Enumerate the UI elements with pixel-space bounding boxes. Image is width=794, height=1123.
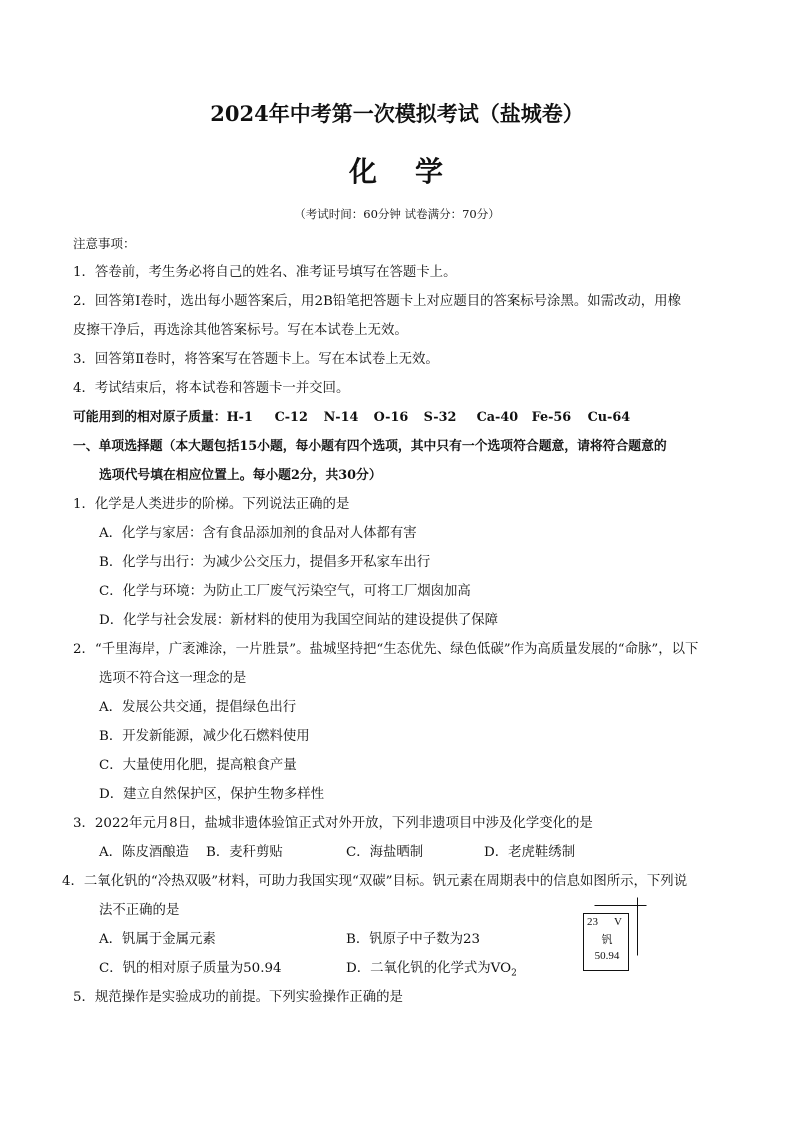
note-item-2-cont: 皮擦干净后，再选涂其他答案标号。写在本试卷上无效。 — [73, 323, 408, 338]
vanadium-element-card — [583, 913, 629, 971]
q4-option-c: C．钒的相对原子质量为50.94 — [99, 961, 282, 976]
mass-s: S-32 — [423, 410, 457, 425]
q4-option-d-text: D．二氧化钒的化学式为VO — [346, 961, 512, 976]
q1-option-b: B．化学与出行：为减少公交压力，提倡多开私家车出行 — [99, 555, 431, 570]
q2-option-b: B．开发新能源，减少化石燃料使用 — [99, 729, 310, 744]
q3-option-c: C．海盐晒制 — [346, 845, 424, 860]
note-item-1: 1．答卷前，考生务必将自己的姓名、准考证号填写在答题卡上。 — [73, 265, 457, 280]
mass-fe: Fe-56 — [531, 410, 572, 425]
subject-char-2: 学 — [415, 155, 446, 188]
section1-heading-cont: 选项代号填在相应位置上。每小题2分，共30分） — [99, 468, 382, 483]
subject-title — [0, 150, 794, 190]
mass-h: H-1 — [226, 410, 253, 425]
mass-c: C-12 — [274, 410, 308, 425]
exam-info: （考试时间：60分钟 试卷满分：70分） — [294, 207, 500, 221]
notes-heading: 注意事项： — [73, 236, 136, 251]
subject-char-1: 化 — [348, 155, 379, 188]
atomic-masses — [73, 408, 630, 428]
q4-stem-cont: 法不正确的是 — [99, 903, 180, 918]
exam-title: 2024年中考第一次模拟考试（盐城卷） — [210, 101, 584, 126]
q4-option-a: A．钒属于金属元素 — [99, 932, 216, 947]
element-name: 钒 — [601, 934, 613, 946]
q2-option-c: C．大量使用化肥，提高粮食产量 — [99, 758, 297, 773]
q2-stem-cont: 选项不符合这一理念的是 — [99, 671, 247, 686]
q1-stem: 1．化学是人类进步的阶梯。下列说法正确的是 — [73, 497, 350, 512]
q2-option-a: A．发展公共交通，提倡绿色出行 — [99, 700, 297, 715]
q1-option-a: A．化学与家居：含有食品添加剂的食品对人体都有害 — [99, 526, 417, 541]
atomic-masses-label: 可能用到的相对原子质量： — [73, 410, 227, 425]
q4-option-d — [346, 959, 517, 984]
q5-stem: 5．规范操作是实验成功的前提。下列实验操作正确的是 — [73, 990, 403, 1005]
mass-o: O-16 — [373, 410, 409, 425]
q3-option-d: D．老虎鞋绣制 — [484, 845, 576, 860]
note-item-2: 2．回答第Ⅰ卷时，选出每小题答案后，用2B铅笔把答题卡上对应题目的答案标号涂黑。如需改动，用橡 — [73, 294, 681, 309]
mass-cu: Cu-64 — [587, 410, 631, 425]
mass-n: N-14 — [323, 410, 359, 425]
q3-stem: 3．2022年元月8日，盐城非遗体验馆正式对外开放，下列非遗项目中涉及化学变化的是 — [73, 816, 593, 831]
q4-option-d-subscript: 2 — [511, 968, 517, 979]
q4-stem: 4．二氧化钒的“冷热双吸”材料，可助力我国实现“双碳”目标。钒元素在周期表中的信息如图所示，下列说 — [62, 874, 688, 889]
mass-ca: Ca-40 — [476, 410, 519, 425]
q3-option-a: A．陈皮酒酿造 — [99, 845, 190, 860]
q3-option-b: B．麦秆剪贴 — [206, 845, 283, 860]
element-mass: 50.94 — [594, 950, 620, 962]
note-item-3: 3．回答第Ⅱ卷时，将答案写在答题卡上。写在本试卷上无效。 — [73, 352, 439, 367]
q1-option-d: D．化学与社会发展：新材料的使用为我国空间站的建设提供了保障 — [99, 613, 499, 628]
section1-heading: 一、单项选择题（本大题包括15小题，每小题有四个选项，其中只有一个选项符合题意，请将符合题意的 — [73, 439, 667, 454]
q2-stem: 2．“千里海岸，广袤滩涂，一片胜景”。盐城坚持把“生态优先、绿色低碳”作为高质量发展的“命脉”，以下 — [73, 642, 699, 657]
element-number: 23 — [587, 916, 598, 928]
q1-option-c: C．化学与环境：为防止工厂废气污染空气，可将工厂烟囱加高 — [99, 584, 471, 599]
note-item-4: 4．考试结束后，将本试卷和答题卡一并交回。 — [73, 381, 350, 396]
q4-option-b: B．钒原子中子数为23 — [346, 932, 481, 947]
element-symbol: V — [614, 916, 622, 928]
q2-option-d: D．建立自然保护区，保护生物多样性 — [99, 787, 324, 802]
